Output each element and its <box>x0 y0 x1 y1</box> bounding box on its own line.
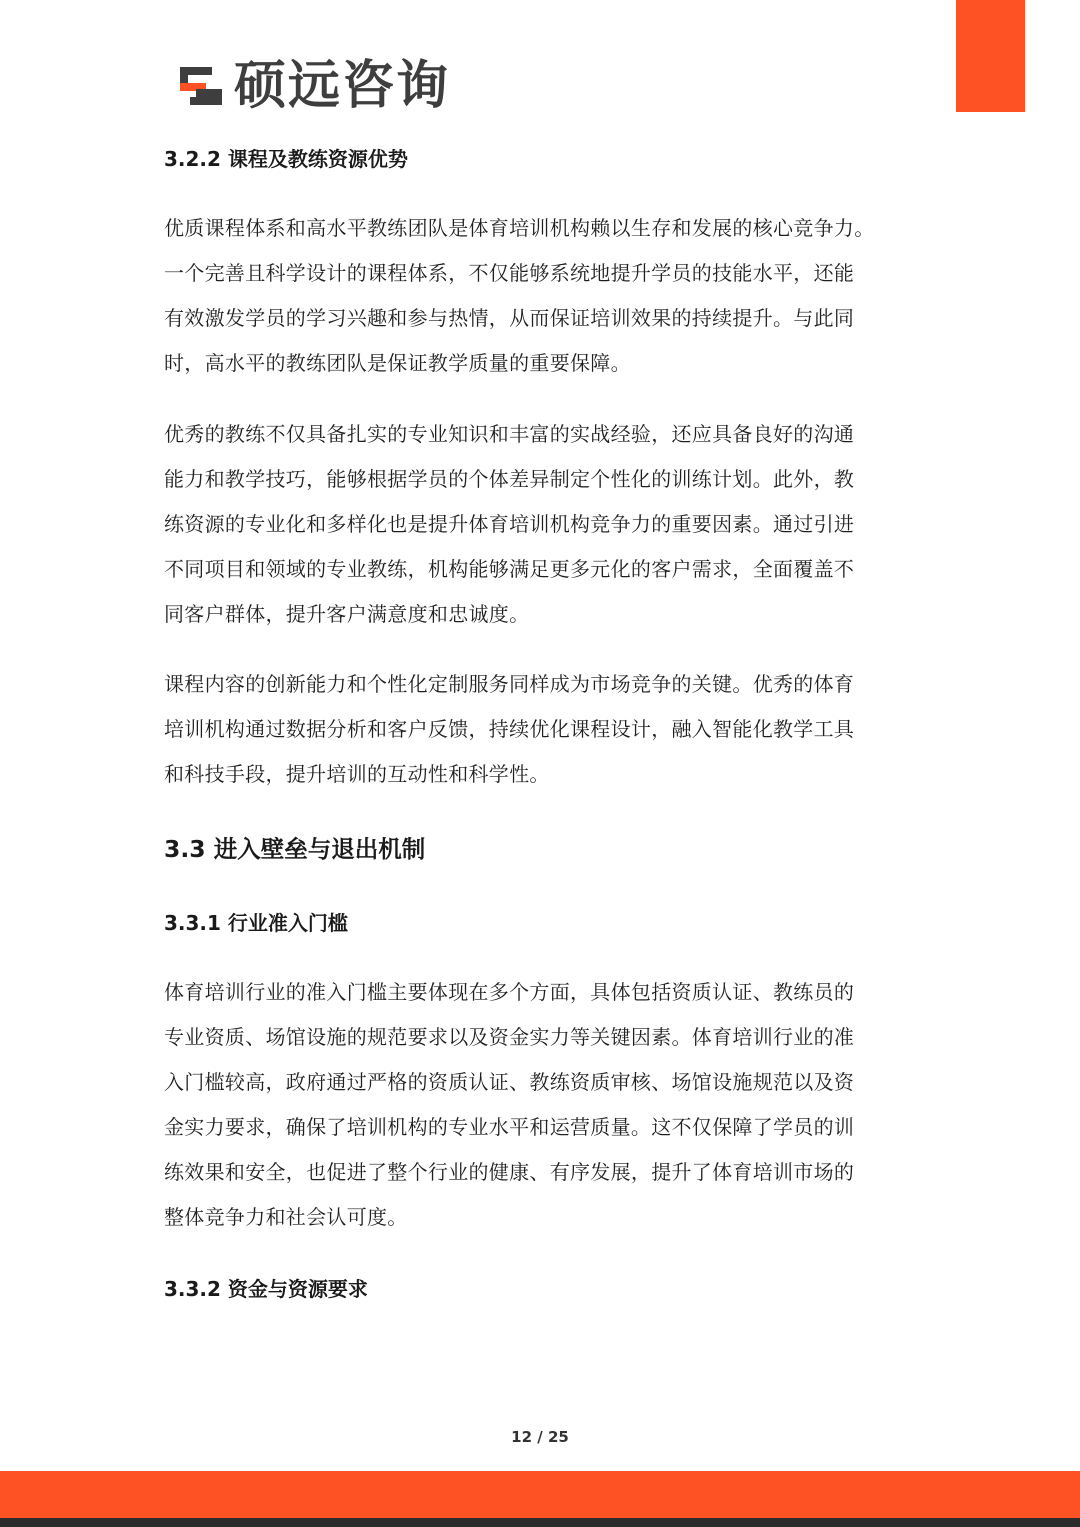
paragraph-line: 练效果和安全，也促进了整个行业的健康、有序发展，提升了体育培训市场的 <box>164 1160 855 1184</box>
footer-accent-bar <box>0 1471 1080 1518</box>
paragraph-1 <box>164 206 924 386</box>
heading-3-3-1: 3.3.1 行业准入门槛 <box>164 911 348 935</box>
paragraph-line: 专业资质、场馆设施的规范要求以及资金实力等关键因素。体育培训行业的准 <box>164 1025 855 1049</box>
page-number: 12 / 25 <box>511 1428 569 1446</box>
heading-3-3-2: 3.3.2 资金与资源要求 <box>164 1277 368 1301</box>
paragraph-line: 不同项目和领域的专业教练，机构能够满足更多元化的客户需求，全面覆盖不 <box>164 557 855 581</box>
paragraph-line: 入门槛较高，政府通过严格的资质认证、教练资质审核、场馆设施规范以及资 <box>164 1070 855 1094</box>
paragraph-line: 练资源的专业化和多样化也是提升体育培训机构竞争力的重要因素。通过引进 <box>164 512 855 536</box>
paragraph-line: 优质课程体系和高水平教练团队是体育培训机构赖以生存和发展的核心竞争力。 <box>164 216 875 240</box>
heading-3-3: 3.3 进入壁垒与退出机制 <box>164 835 426 863</box>
corner-accent-block <box>956 0 1025 112</box>
footer-dark-strip <box>0 1518 1080 1527</box>
paragraph-line: 同客户群体，提升客户满意度和忠诚度。 <box>164 602 530 626</box>
heading-3-2-2: 3.2.2 课程及教练资源优势 <box>164 147 408 171</box>
paragraph-line: 和科技手段，提升培训的互动性和科学性。 <box>164 762 550 786</box>
brand-name: 硕远咨询 <box>234 56 451 116</box>
paragraph-line: 有效激发学员的学习兴趣和参与热情，从而保证培训效果的持续提升。与此同 <box>164 306 855 330</box>
paragraph-line: 能力和教学技巧，能够根据学员的个体差异制定个性化的训练计划。此外，教 <box>164 467 855 491</box>
paragraph-line: 培训机构通过数据分析和客户反馈，持续优化课程设计，融入智能化教学工具 <box>164 717 855 741</box>
brand-logo <box>176 56 450 116</box>
paragraph-2 <box>164 412 924 637</box>
paragraph-3 <box>164 662 924 797</box>
paragraph-line: 时，高水平的教练团队是保证教学质量的重要保障。 <box>164 351 631 375</box>
paragraph-line: 优秀的教练不仅具备扎实的专业知识和丰富的实战经验，还应具备良好的沟通 <box>164 422 855 446</box>
paragraph-line: 课程内容的创新能力和个性化定制服务同样成为市场竞争的关键。优秀的体育 <box>164 672 855 696</box>
s-bracket-logo-icon <box>176 61 226 111</box>
paragraph-line: 体育培训行业的准入门槛主要体现在多个方面，具体包括资质认证、教练员的 <box>164 980 855 1004</box>
paragraph-line: 整体竞争力和社会认可度。 <box>164 1205 408 1229</box>
paragraph-4 <box>164 970 924 1240</box>
paragraph-line: 一个完善且科学设计的课程体系，不仅能够系统地提升学员的技能水平，还能 <box>164 261 855 285</box>
paragraph-line: 金实力要求，确保了培训机构的专业水平和运营质量。这不仅保障了学员的训 <box>164 1115 855 1139</box>
